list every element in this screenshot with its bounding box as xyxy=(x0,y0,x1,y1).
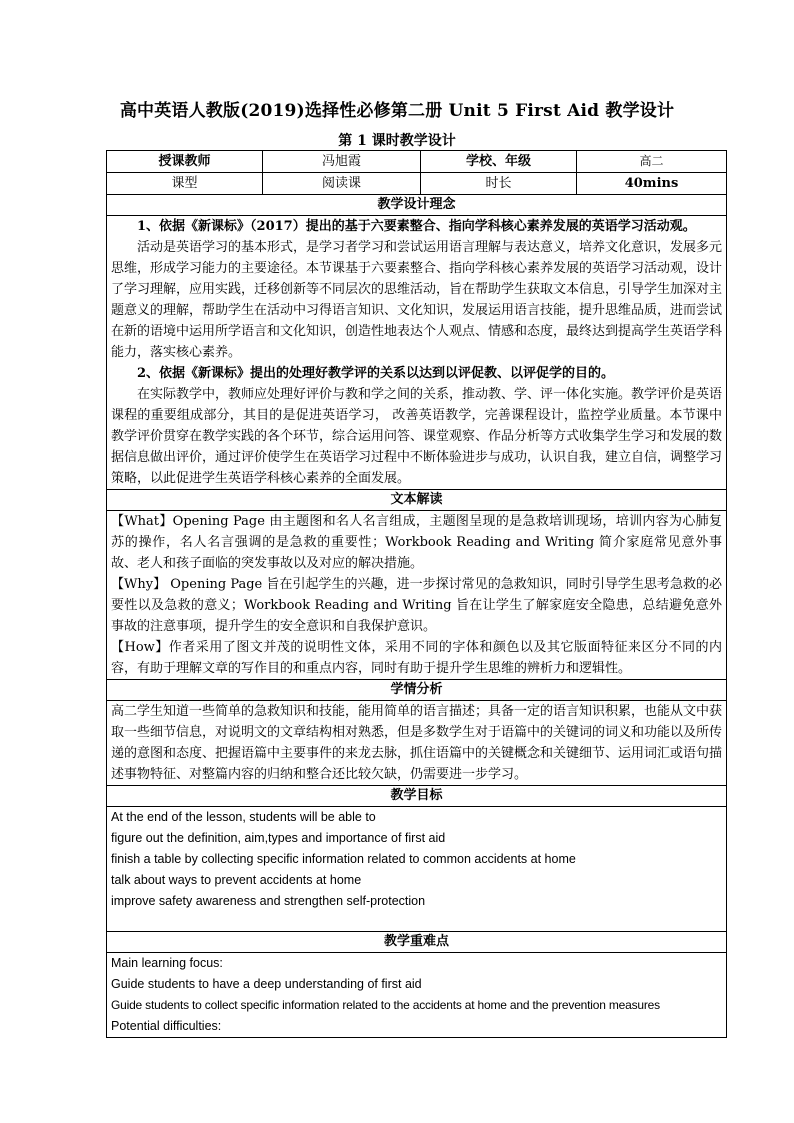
text-how: 【How】作者采用了图文并茂的说明性文体，采用不同的字体和颜色以及其它版面特征来区分不同的内容，有助于理解文章的写作目的和重点内容，同时有助于提升学生思维的辨析力和逻辑性。 xyxy=(111,640,722,676)
section-heading-analysis: 学情分析 xyxy=(107,680,727,701)
concept-paragraph-2: 在实际教学中，教师应处理好评价与教和学之间的关系，推动教、学、评一体化实施。教学评价是英语课程的重要组成部分，其目的是促进英语学习， 改善英语教学，完善课程设计，监控学业质量。本节课中教学评价贯穿在教学实践的各个环节，综合运用问答、课堂观察、作品分析等方式收集学生学习和发展的数据信息做出评价，通过评价使学生在英语学习过程中不断体验进步与成功，认识自我，建立自信，调整学习策略，以此促进学生英语学科核心素养的全面发展。 xyxy=(111,387,723,486)
goal-item: talk about ways to prevent accidents at home xyxy=(111,873,362,887)
concept-point-2: 2、依据《新课标》提出的处理好教学评的关系以达到以评促教、以评促学的目的。 xyxy=(137,366,615,381)
teacher-label: 授课教师 xyxy=(107,151,263,173)
focus-body xyxy=(107,953,727,1038)
section-heading-goals: 教学目标 xyxy=(107,786,727,807)
lesson-type-value: 阅读课 xyxy=(263,173,421,195)
section-heading-concept: 教学设计理念 xyxy=(107,195,727,216)
student-analysis-body xyxy=(107,701,727,786)
focus-label: Main learning focus: xyxy=(111,956,223,970)
lesson-type-label: 课型 xyxy=(107,173,263,195)
student-analysis-text: 高二学生知道一些简单的急救知识和技能，能用简单的语言描述；具备一定的语言知识积累，也能从文中获取一些细节信息，对说明文的文章结构相对熟悉，但是多数学生对于语篇中的关键词的词义和功能以及所传递的意图和态度、把握语篇中主要事件的来龙去脉，抓住语篇中的关键概念和关键细节、运用词汇或语句描述事物特征、对整篇内容的归纳和整合还比较欠缺，仍需要进一步学习。 xyxy=(111,704,723,782)
section-heading-text: 文本解读 xyxy=(107,490,727,511)
section-heading-focus: 教学重难点 xyxy=(107,932,727,953)
teacher-value: 冯旭霞 xyxy=(263,151,421,173)
lesson-plan-table xyxy=(106,150,727,1038)
school-grade-value: 高二 xyxy=(577,151,727,173)
duration-value: 40mins xyxy=(577,173,727,195)
concept-paragraph-1: 活动是英语学习的基本形式，是学习者学习和尝试运用语言理解与表达意义，培养文化意识，发展多元思维，形成学习能力的主要途径。本节课基于六要素整合、指向学科核心素养发展的英语学习活动观，设计了学习理解，应用实践，迁移创新等不同层次的思维活动，旨在帮助学生获取文本信息，引导学生加深对主题意义的理解，帮助学生在活动中习得语言知识、文化知识，发展运用语言技能，提升思维品质，进而尝试在新的语境中运用所学语言和文化知识，创造性地表达个人观点、情感和态度，最终达到提高学生英语学科能力，落实核心素养。 xyxy=(111,240,723,360)
concept-body xyxy=(107,216,727,490)
text-why: 【Why】 Opening Page 旨在引起学生的兴趣，进一步探讨常见的急救知识，同时引导学生思考急救的必要性以及急救的意义；Workbook Reading and Writing 旨在让学生了解家庭安全隐患，总结避免意外事故的注意事项，提升学生的安全意识和自我保护意识。 xyxy=(111,577,722,634)
school-grade-label: 学校、年级 xyxy=(421,151,577,173)
goal-intro: At the end of the lesson, students will be able to xyxy=(111,810,376,824)
goal-item: improve safety awareness and strengthen self-protection xyxy=(111,894,426,908)
focus-item: Guide students to have a deep understanding of first aid xyxy=(111,977,422,991)
goal-item: figure out the definition, aim,types and importance of first aid xyxy=(111,831,446,845)
goals-body xyxy=(107,807,727,932)
difficulty-label: Potential difficulties: xyxy=(111,1019,222,1033)
duration-label: 时长 xyxy=(421,173,577,195)
text-analysis-body xyxy=(107,511,727,680)
document-title: 高中英语人教版(2019)选择性必修第二册 Unit 5 First Aid 教学设计 xyxy=(119,101,675,121)
goal-item: finish a table by collecting specific information related to common accidents at home xyxy=(111,852,576,866)
header-row-type xyxy=(107,173,727,195)
focus-item: Guide students to collect specific information related to the accidents at home and the prevention measures xyxy=(111,998,660,1012)
document-subtitle: 第 1 课时教学设计 xyxy=(338,133,456,149)
text-what: 【What】Opening Page 由主题图和名人名言组成，主题图呈现的是急救培训现场，培训内容为心肺复苏的操作，名人名言强调的是急救的重要性；Workbook Reading and Writing 简介家庭常见意外事故、老人和孩子面临的突发事故以及对应的解决措施。 xyxy=(111,514,722,571)
header-row-teacher xyxy=(107,151,727,173)
concept-point-1: 1、依据《新课标》（2017）提出的基于六要素整合、指向学科核心素养发展的英语学习活动观。 xyxy=(137,219,696,234)
